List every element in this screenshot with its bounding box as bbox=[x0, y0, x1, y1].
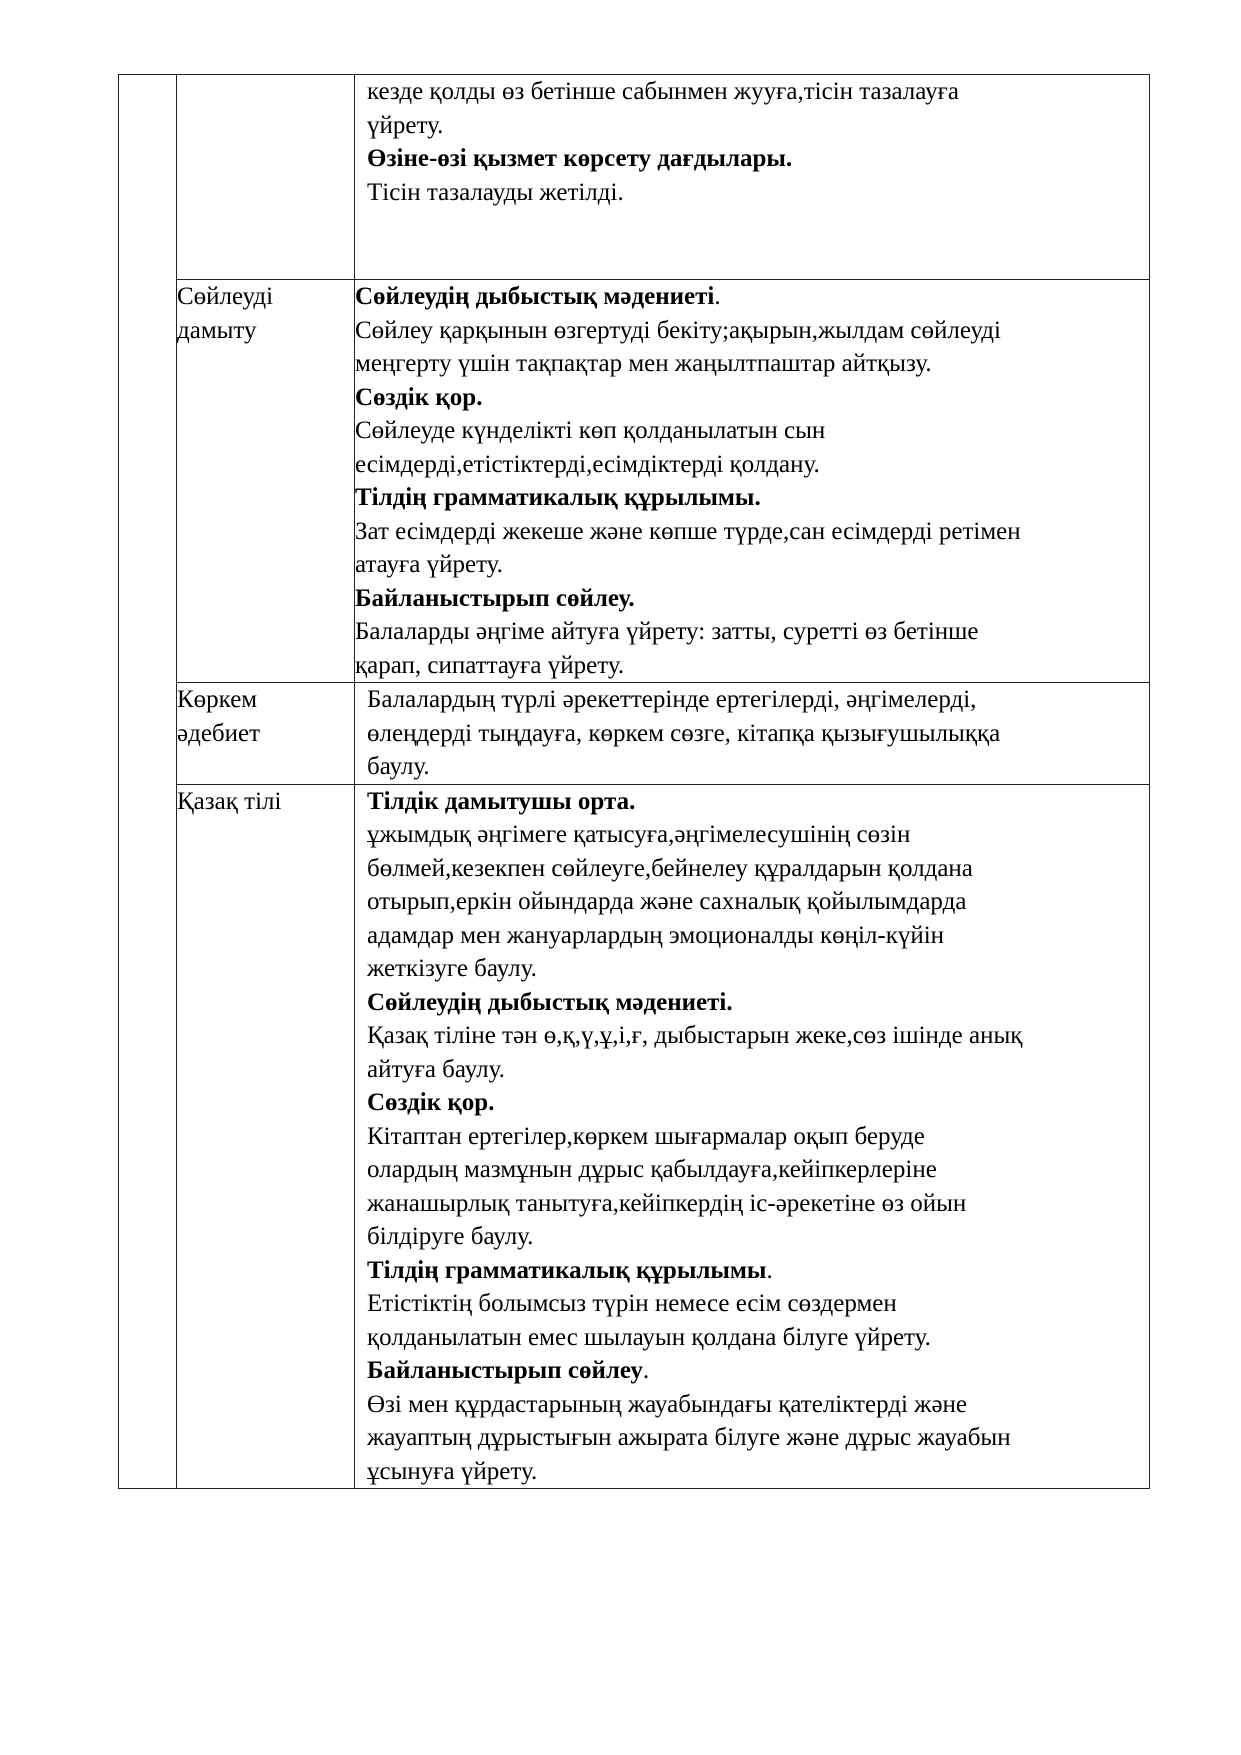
line-text: Кітаптан ертегілер,көркем шығармалар оқып беруде bbox=[367, 1122, 925, 1150]
content-line bbox=[367, 717, 1149, 751]
heading-text: Сөздік қор. bbox=[367, 1089, 495, 1116]
heading-text: Тілдің грамматикалық құрылымы bbox=[367, 1256, 767, 1284]
line-text: үйрету. bbox=[367, 111, 444, 139]
subject-label: әдебиет bbox=[177, 719, 261, 747]
section-heading bbox=[355, 481, 1149, 515]
section-heading bbox=[355, 280, 1149, 314]
heading-text: Байланыстырып сөйлеу bbox=[367, 1357, 643, 1384]
line-text: Қазақ тіліне тән ө,қ,ү,ұ,і,ғ, дыбыстарын жеке,сөз ішінде анық bbox=[367, 1022, 1023, 1049]
line-text: атауға үйрету. bbox=[355, 551, 503, 578]
content-line bbox=[355, 548, 1149, 582]
line-text: Сөйлеу қарқынын өзгертуді бекіту;ақырын,жылдам сөйлеуді bbox=[355, 316, 1001, 344]
table-row bbox=[119, 280, 1150, 683]
heading-text: Тілдің грамматикалық құрылымы. bbox=[355, 484, 761, 511]
line-text: баулу. bbox=[367, 753, 430, 780]
heading-suffix: . bbox=[766, 1256, 773, 1284]
table-row bbox=[119, 784, 1150, 1489]
line-text: қолданылатын емес шылауын қолдана білуге үйрету. bbox=[367, 1323, 931, 1351]
line-text: адамдар мен жануарлардың эмоционалды көңіл-күйін bbox=[367, 921, 945, 949]
table-row bbox=[119, 75, 1150, 280]
line-text: жеткізуге баулу. bbox=[367, 955, 537, 982]
subject-label: Қазақ тілі bbox=[177, 787, 282, 815]
line-text: білдіруге баулу. bbox=[367, 1223, 534, 1250]
line-text: Балаларды әңгіме айтуға үйрету: затты, суретті өз бетінше bbox=[355, 618, 979, 645]
line-text: есімдерді,етістіктерді,есімдіктерді қолдану. bbox=[355, 450, 820, 478]
line-text: меңгерту үшін тақпақтар мен жаңылтпаштар айтқызу. bbox=[355, 350, 932, 377]
line-text: кезде қолды өз бетінше сабынмен жууға,тісін тазалауға bbox=[367, 78, 959, 105]
line-text: жауаптың дұрыстығын ажырата білуге және дұрыс жауабын bbox=[367, 1424, 1011, 1451]
line-text: жанашырлық танытуға,кейіпкердің іс-әрекетіне өз ойын bbox=[367, 1189, 967, 1217]
content-line bbox=[367, 852, 1149, 886]
line-text: отырып,еркін ойындарда және сахналық қойылымдарда bbox=[367, 888, 967, 915]
subject-cell bbox=[177, 280, 355, 683]
heading-suffix: . bbox=[642, 1357, 650, 1384]
section-heading bbox=[355, 381, 1149, 415]
subject-label: Сөйлеуді bbox=[177, 283, 274, 310]
line-text: бөлмей,кезекпен сөйлеуге,бейнелеу құралдарын қолдана bbox=[367, 854, 973, 882]
table-row bbox=[119, 683, 1150, 785]
line-text: олардың мазмұнын дұрыс қабылдауға,кейіпкерлеріне bbox=[367, 1156, 937, 1183]
line-text: Сөйлеуде күнделікті көп қолданылатын сын bbox=[355, 417, 826, 444]
section-heading bbox=[367, 142, 1149, 176]
content-line bbox=[367, 109, 1149, 143]
subject-cell bbox=[177, 75, 355, 280]
section-heading bbox=[367, 1354, 1149, 1388]
line-text: ұсынуға үйрету. bbox=[367, 1457, 538, 1485]
line-text: Зат есімдерді жекеше және көпше түрде,сан есімдерді ретімен bbox=[355, 517, 1021, 545]
heading-text: Тілдік дамытушы орта. bbox=[367, 787, 636, 815]
content-line bbox=[367, 885, 1149, 919]
section-heading bbox=[367, 1086, 1149, 1120]
content-line bbox=[367, 1053, 1149, 1087]
content-cell bbox=[355, 280, 1150, 683]
content-line bbox=[367, 1220, 1149, 1254]
section-heading bbox=[367, 1254, 1149, 1288]
content-line bbox=[367, 1455, 1149, 1489]
heading-suffix: . bbox=[714, 283, 721, 310]
content-line bbox=[367, 176, 1149, 210]
content-line bbox=[367, 75, 1149, 109]
content-cell bbox=[355, 683, 1150, 785]
table-body bbox=[119, 75, 1150, 1489]
line-text: Балалардың түрлі әрекеттерінде ертегілерді, әңгімелерді, bbox=[367, 686, 977, 713]
content-line bbox=[367, 818, 1149, 852]
heading-text: Сөздік қор. bbox=[355, 383, 483, 411]
curriculum-table bbox=[118, 74, 1150, 1489]
line-text: айтуға баулу. bbox=[367, 1055, 505, 1083]
content-line bbox=[355, 448, 1149, 482]
heading-text: Сөйлеудің дыбыстық мәдениеті. bbox=[367, 988, 733, 1016]
number-cell bbox=[119, 75, 177, 1489]
content-line bbox=[355, 649, 1149, 683]
content-line bbox=[355, 414, 1149, 448]
content-line bbox=[367, 1019, 1149, 1053]
section-heading bbox=[355, 582, 1149, 616]
line-text: қарап, сипаттауға үйрету. bbox=[355, 651, 625, 679]
line-text: ұжымдық әңгімеге қатысуға,әңгімелесушінің сөзін bbox=[367, 821, 911, 848]
content-line bbox=[367, 952, 1149, 986]
subject-label: Көркем bbox=[177, 686, 258, 713]
content-line bbox=[367, 1287, 1149, 1321]
content-line bbox=[367, 750, 1149, 784]
subject-cell bbox=[177, 784, 355, 1489]
content-line bbox=[355, 314, 1149, 348]
content-line bbox=[367, 683, 1149, 717]
subject-label: дамыту bbox=[177, 316, 257, 344]
line-text: өлеңдерді тыңдауға, көркем сөзге, кітапқа қызығушылыққа bbox=[367, 719, 1001, 747]
content-line bbox=[367, 1187, 1149, 1221]
content-line bbox=[367, 1421, 1149, 1455]
heading-text: Байланыстырып сөйлеу. bbox=[355, 584, 635, 612]
content-line bbox=[355, 615, 1149, 649]
section-heading bbox=[367, 785, 1149, 819]
line-text: Өзі мен құрдастарының жауабындағы қателіктерді және bbox=[367, 1390, 968, 1418]
line-text: Тісін тазалауды жетілді. bbox=[367, 178, 624, 206]
content-line bbox=[367, 1388, 1149, 1422]
content-line bbox=[367, 1153, 1149, 1187]
content-line bbox=[355, 515, 1149, 549]
content-line bbox=[367, 919, 1149, 953]
content-line bbox=[355, 347, 1149, 381]
section-heading bbox=[367, 986, 1149, 1020]
subject-cell bbox=[177, 683, 355, 785]
content-line bbox=[367, 1321, 1149, 1355]
line-text: Етістіктің болымсыз түрін немесе есім сөздермен bbox=[367, 1290, 897, 1317]
content-cell bbox=[355, 784, 1150, 1489]
heading-text: Сөйлеудің дыбыстық мәдениеті bbox=[355, 283, 715, 310]
content-line bbox=[367, 1120, 1149, 1154]
heading-text: Өзіне-өзі қызмет көрсету дағдылары. bbox=[367, 145, 793, 172]
content-cell bbox=[355, 75, 1150, 280]
